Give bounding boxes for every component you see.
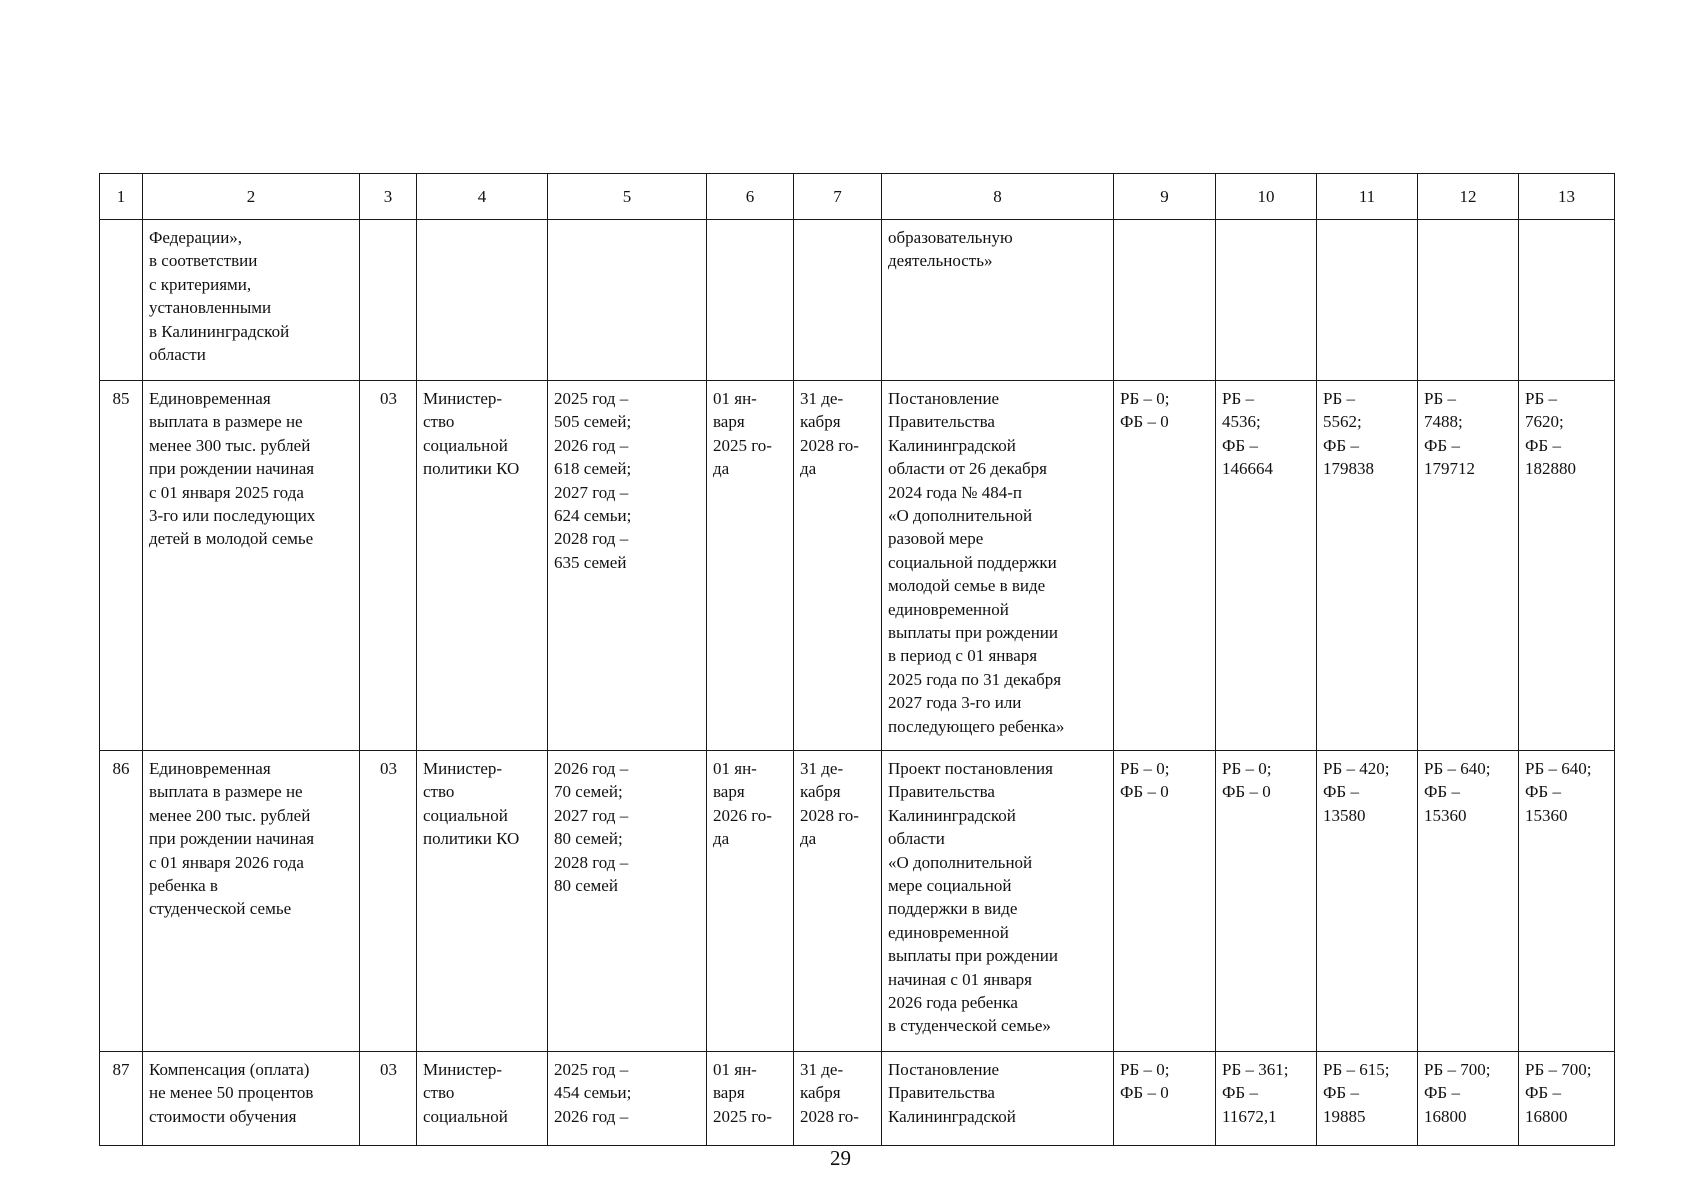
header-cell: 9 — [1114, 174, 1216, 220]
funding-cell: РБ – 700; ФБ – 16800 — [1418, 1052, 1519, 1146]
code-cell: 03 — [360, 751, 417, 1052]
start-date-cell: 01 ян- варя 2026 го- да — [707, 751, 794, 1052]
header-cell: 2 — [143, 174, 360, 220]
row-number-cell: 86 — [100, 751, 143, 1052]
executor-cell: Министер- ство социальной политики КО — [417, 751, 548, 1052]
measure-name-cell: Компенсация (оплата) не менее 50 процентов стоимости обучения — [143, 1052, 360, 1146]
row-number-cell: 85 — [100, 381, 143, 751]
start-date-cell: 01 ян- варя 2025 го- да — [707, 381, 794, 751]
funding-cell: РБ – 0; ФБ – 0 — [1114, 1052, 1216, 1146]
table-row — [100, 381, 1615, 751]
end-date-cell: 31 де- кабря 2028 го- — [794, 1052, 882, 1146]
header-cell: 6 — [707, 174, 794, 220]
funding-cell: РБ – 361; ФБ – 11672,1 — [1216, 1052, 1317, 1146]
executor-cell: Министер- ство социальной политики КО — [417, 381, 548, 751]
code-cell: 03 — [360, 381, 417, 751]
recipients-cell: 2025 год – 454 семьи; 2026 год – — [548, 1052, 707, 1146]
table-cell — [1114, 220, 1216, 381]
header-cell: 11 — [1317, 174, 1418, 220]
funding-cell: РБ – 7620; ФБ – 182880 — [1519, 381, 1615, 751]
table-header-row — [100, 174, 1615, 220]
header-cell: 12 — [1418, 174, 1519, 220]
table-cell — [794, 220, 882, 381]
funding-cell: РБ – 4536; ФБ – 146664 — [1216, 381, 1317, 751]
legal-basis-cell: Проект постановления Правительства Калининградской области «О дополнительной мере социальной поддержки в виде единовременной выплаты при рождении начиная с 01 января 2026 года ребенка в студенческой семье» — [882, 751, 1114, 1052]
start-date-cell: 01 ян- варя 2025 го- — [707, 1052, 794, 1146]
header-cell: 5 — [548, 174, 707, 220]
executor-cell: Министер- ство социальной — [417, 1052, 548, 1146]
table-cell — [417, 220, 548, 381]
table-cell — [360, 220, 417, 381]
header-cell: 3 — [360, 174, 417, 220]
funding-cell: РБ – 420; ФБ – 13580 — [1317, 751, 1418, 1052]
funding-cell: РБ – 5562; ФБ – 179838 — [1317, 381, 1418, 751]
measure-name-cell: Единовременная выплата в размере не менее 200 тыс. рублей при рождении начиная с 01 января 2026 года ребенка в студенческой семье — [143, 751, 360, 1052]
table-cell — [1317, 220, 1418, 381]
funding-cell: РБ – 0; ФБ – 0 — [1216, 751, 1317, 1052]
table-cell — [548, 220, 707, 381]
legal-basis-cell: образовательную деятельность» — [882, 220, 1114, 381]
funding-cell: РБ – 0; ФБ – 0 — [1114, 381, 1216, 751]
funding-cell: РБ – 640; ФБ – 15360 — [1418, 751, 1519, 1052]
table-row — [100, 1052, 1615, 1146]
legal-basis-cell: Постановление Правительства Калининградской области от 26 декабря 2024 года № 484-п «О дополнительной разовой мере социальной поддержки молодой семье в виде единовременной выплаты при рождении в период с 01 января 2025 года по 31 декабря 2027 года 3-го или последующего ребенка» — [882, 381, 1114, 751]
header-cell: 4 — [417, 174, 548, 220]
funding-cell: РБ – 640; ФБ – 15360 — [1519, 751, 1615, 1052]
header-cell: 7 — [794, 174, 882, 220]
table-cell — [1216, 220, 1317, 381]
table-cell — [1519, 220, 1615, 381]
table-row — [100, 751, 1615, 1052]
funding-cell: РБ – 0; ФБ – 0 — [1114, 751, 1216, 1052]
header-cell: 13 — [1519, 174, 1615, 220]
table-cell — [100, 220, 143, 381]
recipients-cell: 2026 год – 70 семей; 2027 год – 80 семей; 2028 год – 80 семей — [548, 751, 707, 1052]
measure-name-cell: Федерации», в соответствии с критериями, установленными в Калининградской области — [143, 220, 360, 381]
measures-table — [99, 173, 1615, 1146]
funding-cell: РБ – 615; ФБ – 19885 — [1317, 1052, 1418, 1146]
header-cell: 8 — [882, 174, 1114, 220]
table-cell — [707, 220, 794, 381]
end-date-cell: 31 де- кабря 2028 го- да — [794, 381, 882, 751]
row-number-cell: 87 — [100, 1052, 143, 1146]
page-number: 29 — [830, 1146, 851, 1170]
continuation-row — [100, 220, 1615, 381]
header-cell: 10 — [1216, 174, 1317, 220]
code-cell: 03 — [360, 1052, 417, 1146]
funding-cell: РБ – 700; ФБ – 16800 — [1519, 1052, 1615, 1146]
funding-cell: РБ – 7488; ФБ – 179712 — [1418, 381, 1519, 751]
table-cell — [1418, 220, 1519, 381]
legal-basis-cell: Постановление Правительства Калининградской — [882, 1052, 1114, 1146]
header-cell: 1 — [100, 174, 143, 220]
recipients-cell: 2025 год – 505 семей; 2026 год – 618 семей; 2027 год – 624 семьи; 2028 год – 635 семей — [548, 381, 707, 751]
measure-name-cell: Единовременная выплата в размере не менее 300 тыс. рублей при рождении начиная с 01 января 2025 года 3-го или последующих детей в молодой семье — [143, 381, 360, 751]
end-date-cell: 31 де- кабря 2028 го- да — [794, 751, 882, 1052]
